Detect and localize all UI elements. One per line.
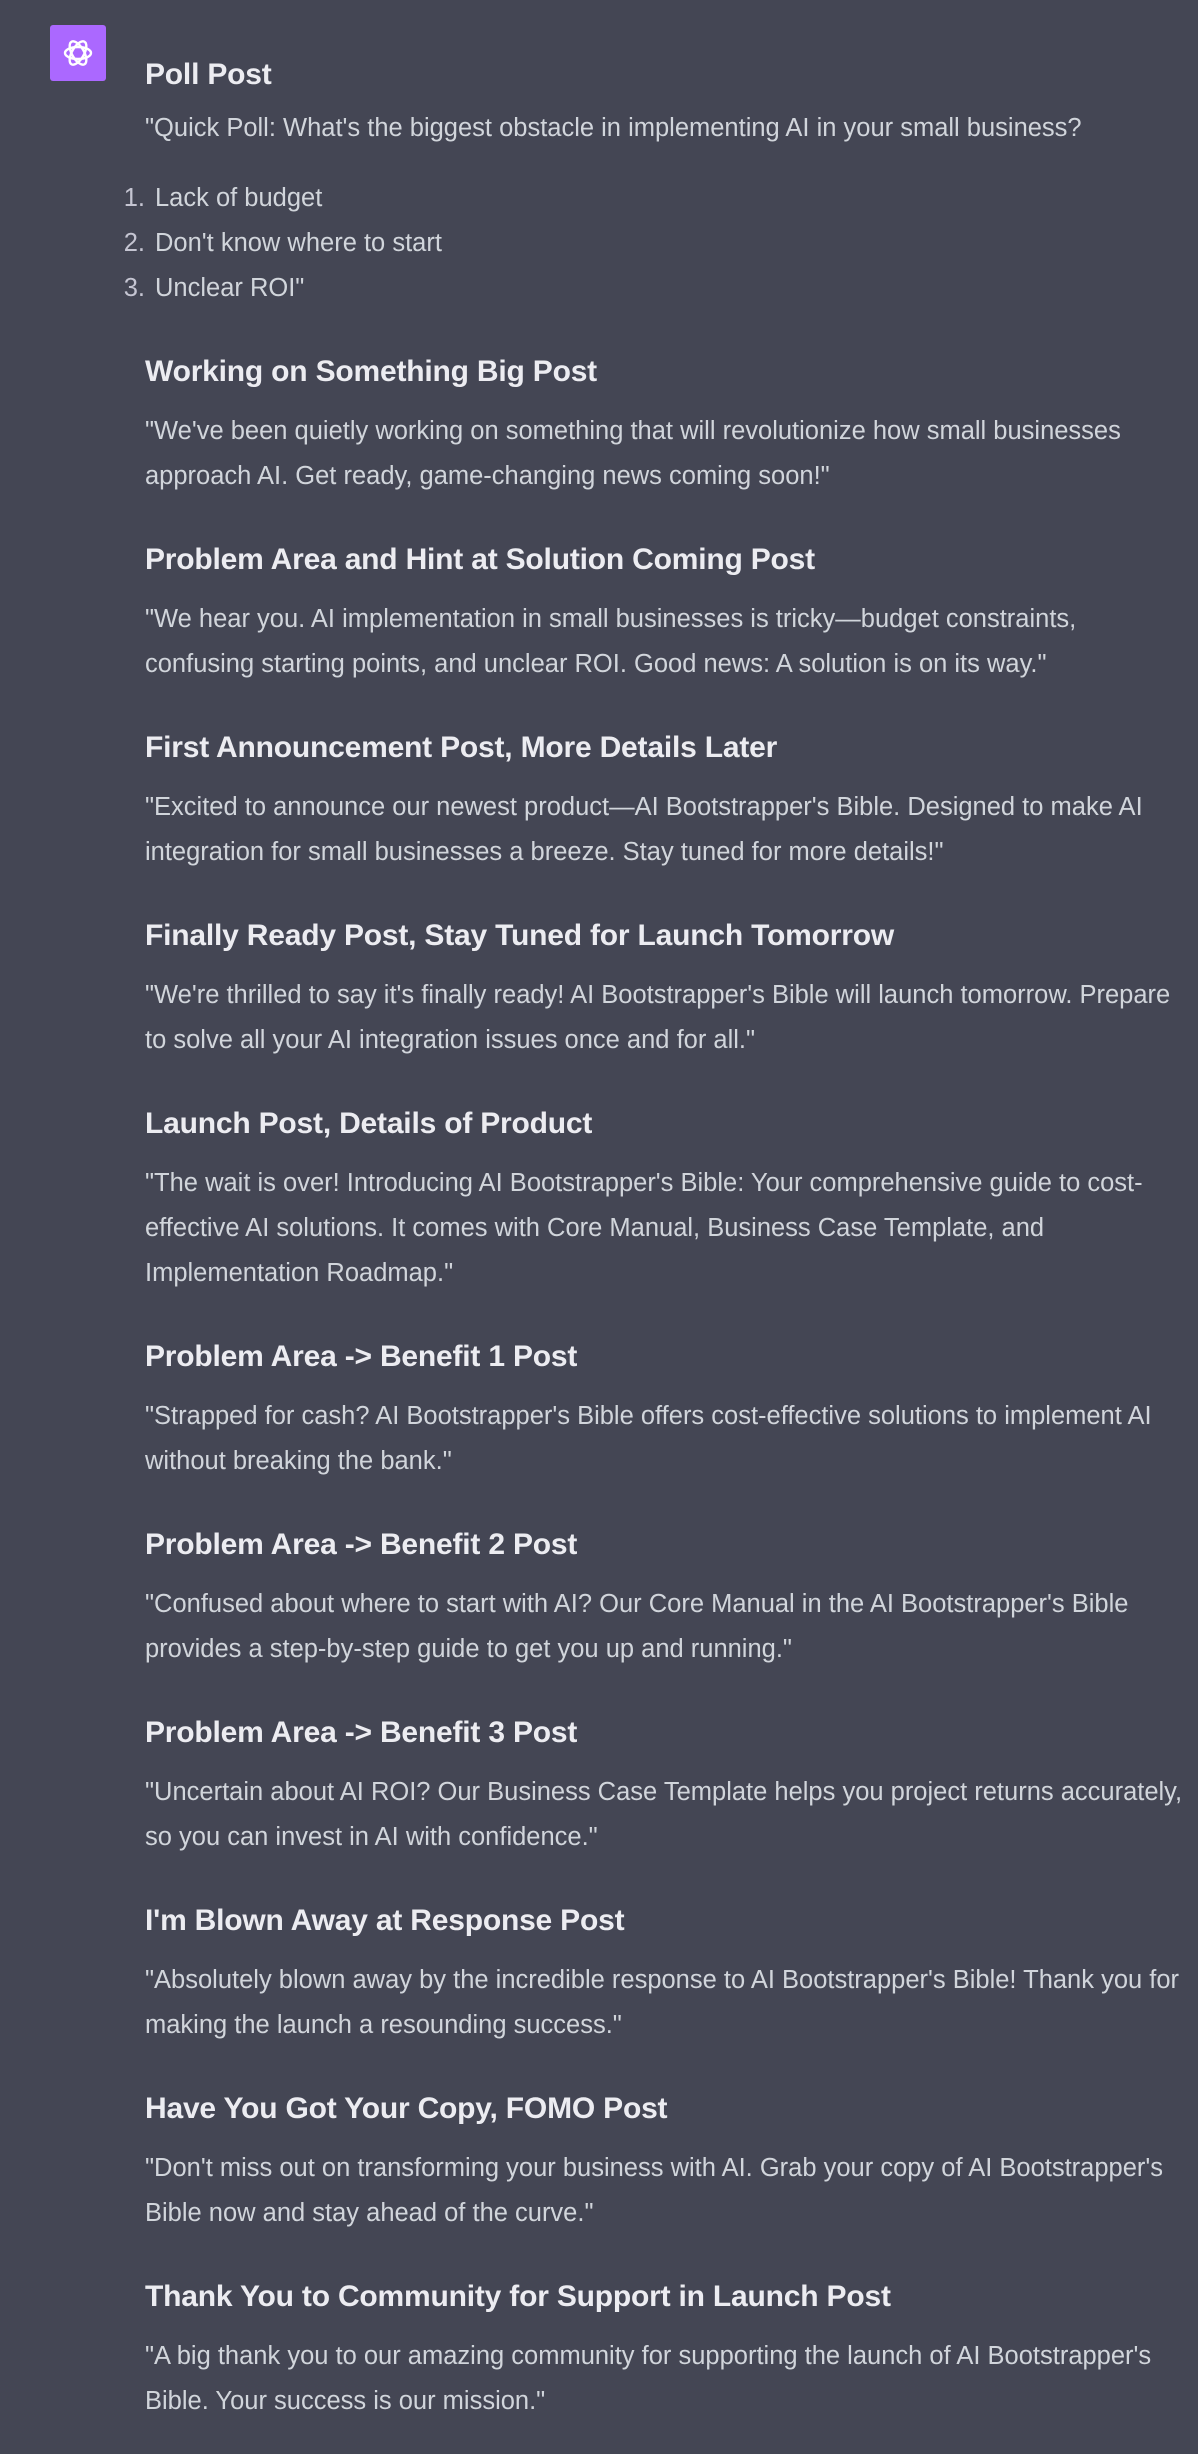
post-section [145, 1711, 1185, 1860]
list-number: 3. [123, 274, 145, 302]
post-body: "Confused about where to start with AI? Our Core Manual in the AI Bootstrapper's Bible provides a step-by-step guide to get you up and running." [145, 1590, 1129, 1663]
poll-question: "Quick Poll: What's the biggest obstacle in implementing AI in your small business? [145, 114, 1082, 142]
post-heading: Launch Post, Details of Product [145, 1107, 593, 1140]
post-heading: Problem Area -> Benefit 1 Post [145, 1340, 578, 1373]
post-section [145, 726, 1185, 875]
post-section [145, 538, 1185, 687]
post-body: "We hear you. AI implementation in small businesses is tricky—budget constraints, confusing starting points, and unclear ROI. Good news: A solution is on its way." [145, 605, 1077, 678]
post-section [145, 914, 1185, 1063]
post-body: "Don't miss out on transforming your business with AI. Grab your copy of AI Bootstrapper's Bible now and stay ahead of the curve." [145, 2154, 1164, 2227]
post-heading: Working on Something Big Post [145, 355, 597, 388]
post-heading: First Announcement Post, More Details Later [145, 731, 778, 764]
post-section [145, 2087, 1185, 2236]
post-body: "Strapped for cash? AI Bootstrapper's Bible offers cost-effective solutions to implement AI without breaking the bank." [145, 1402, 1152, 1475]
post-body: "We're thrilled to say it's finally ready! AI Bootstrapper's Bible will launch tomorrow. Prepare to solve all your AI integration issues once and for all." [145, 981, 1171, 1054]
post-heading: Problem Area -> Benefit 3 Post [145, 1716, 578, 1749]
list-item [123, 221, 1185, 266]
post-section [145, 1523, 1185, 1672]
list-item [123, 176, 1185, 221]
post-section [145, 1102, 1185, 1296]
post-section [145, 2275, 1185, 2424]
post-heading: I'm Blown Away at Response Post [145, 1904, 625, 1937]
post-body: "Excited to announce our newest product—AI Bootstrapper's Bible. Designed to make AI integration for small businesses a breeze. Stay tuned for more details!" [145, 793, 1143, 866]
assistant-avatar [50, 25, 106, 81]
post-heading: Finally Ready Post, Stay Tuned for Launch Tomorrow [145, 919, 894, 952]
poll-options-list [123, 176, 1185, 311]
post-heading: Problem Area -> Benefit 2 Post [145, 1528, 578, 1561]
list-item-text: Don't know where to start [155, 229, 442, 257]
post-body: "We've been quietly working on something that will revolutionize how small businesses approach AI. Get ready, game-changing news coming soon!" [145, 417, 1121, 490]
post-body: "The wait is over! Introducing AI Bootstrapper's Bible: Your comprehensive guide to cost-effective AI solutions. It comes with Core Manual, Business Case Template, and Implementation Roadmap." [145, 1169, 1143, 1287]
list-item [123, 266, 1185, 311]
assistant-message [123, 53, 1185, 2424]
post-section [145, 1899, 1185, 2048]
poll-post-heading: Poll Post [145, 58, 272, 91]
post-section [145, 1335, 1185, 1484]
list-item-text: Lack of budget [155, 184, 323, 212]
openai-logo-icon [58, 33, 98, 73]
post-body: "Uncertain about AI ROI? Our Business Case Template helps you project returns accurately, so you can invest in AI with confidence." [145, 1778, 1183, 1851]
post-heading: Thank You to Community for Support in Launch Post [145, 2280, 891, 2313]
list-number: 2. [123, 229, 145, 257]
post-heading: Have You Got Your Copy, FOMO Post [145, 2092, 668, 2125]
list-item-text: Unclear ROI" [155, 274, 305, 302]
post-heading: Problem Area and Hint at Solution Coming Post [145, 543, 815, 576]
post-body: "A big thank you to our amazing community for supporting the launch of AI Bootstrapper's Bible. Your success is our mission." [145, 2342, 1152, 2415]
post-body: "Absolutely blown away by the incredible response to AI Bootstrapper's Bible! Thank you for making the launch a resounding success." [145, 1966, 1180, 2039]
list-number: 1. [123, 184, 145, 212]
post-section [145, 350, 1185, 499]
